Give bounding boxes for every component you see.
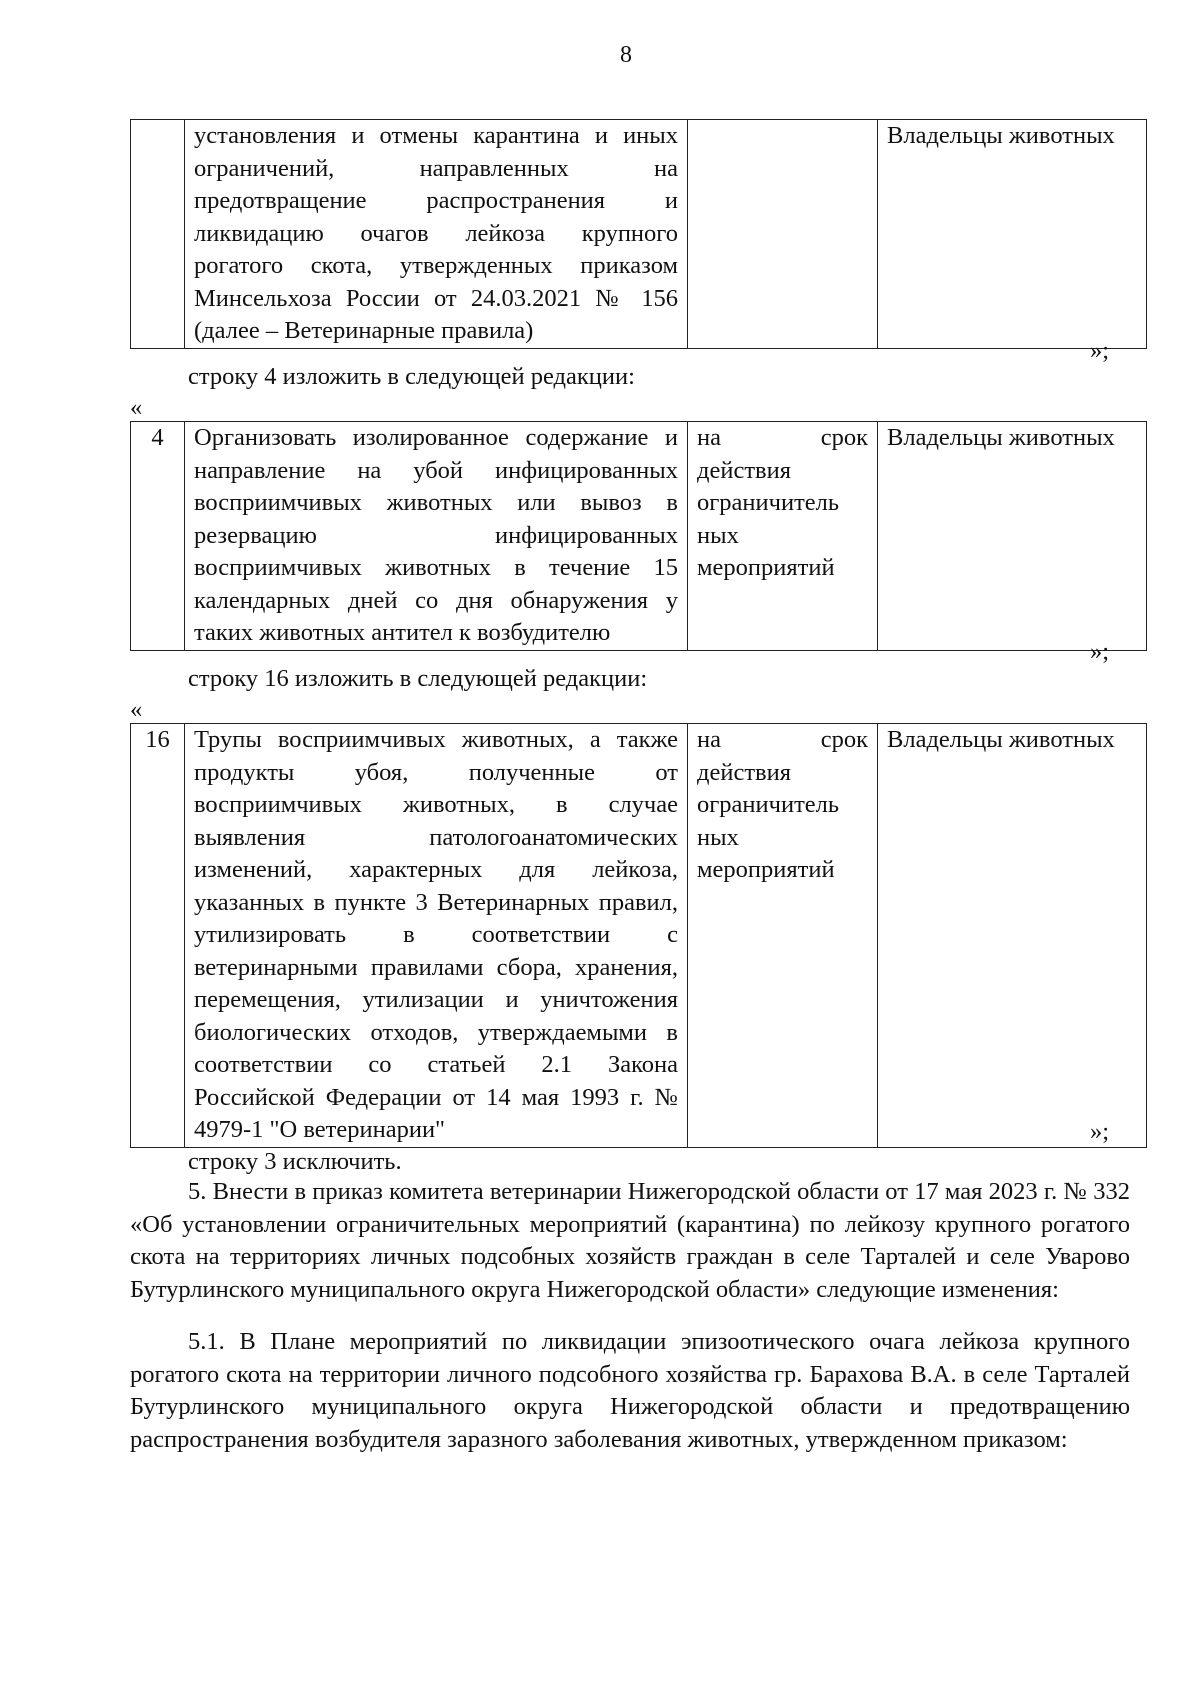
table-row: [131, 724, 1147, 1148]
responsible-cell: Владельцы животных: [878, 120, 1147, 349]
term-cell: на срок действия ограничитель ных мероприятий: [688, 724, 878, 1148]
table-fragment-continuation: [130, 119, 1147, 349]
paragraph-5-1: 5.1. В Плане мероприятий по ликвидации эпизоотического очага лейкоза крупного рогатого скота на территории личного подсобного хозяйства гр. Барахова В.А. в селе Тарталей Бутурлинского муниципального округа Нижегородской области и предотвращению распространения возбудителя заразного заболевания животных, утвержденном приказом:: [130, 1328, 1130, 1453]
table-row: [131, 422, 1147, 651]
opening-quote: «: [130, 696, 143, 723]
closing-quote: »;: [1090, 337, 1110, 364]
measure-cell: Трупы восприимчивых животных, а также продукты убоя, полученные от восприимчивых животных, в случае выявления патологоанатомических изменений, характерных для лейкоза, указанных в пункте 3 Ветеринарных правил, утилизировать в соответствии с ветеринарными правилами сбора, хранения, перемещения, утилизации и уничтожения биологических отходов, утверждаемыми в соответствии со статьей 2.1 Закона Российской Федерации от 14 мая 1993 г. № 4979-1 "О ветеринарии": [185, 724, 688, 1148]
row-number-cell: 16: [131, 724, 185, 1148]
term-cell: [688, 120, 878, 349]
responsible-cell: Владельцы животных: [878, 724, 1147, 1148]
measure-cell: Организовать изолированное содержание и направление на убой инфицированных восприимчивых животных или вывоз в резервацию инфицированных восприимчивых животных в течение 15 календарных дней со дня обнаружения у таких животных антител к возбудителю: [185, 422, 688, 651]
table-row: [131, 120, 1147, 349]
paragraph-5: 5. Внести в приказ комитета ветеринарии Нижегородской области от 17 мая 2023 г. № 332 «Об установлении ограничительных мероприятий (карантина) по лейкозу крупного рогатого скота на территориях личных подсобных хозяйств граждан в селе Тарталей и селе Уварово Бутурлинского муниципального округа Нижегородской области» следующие изменения:: [130, 1178, 1130, 1303]
measure-cell: установления и отмены карантина и иных ограничений, направленных на предотвращение распространения и ликвидацию очагов лейкоза крупного рогатого скота, утвержденных приказом Минсельхоза России от 24.03.2021 № 156 (далее – Ветеринарные правила): [185, 120, 688, 349]
opening-quote: «: [130, 394, 143, 421]
closing-quote: »;: [1090, 638, 1110, 665]
table-row-16: [130, 723, 1147, 1148]
row3-exclude-text: строку 3 исключить.: [188, 1148, 402, 1175]
row4-intro-text: строку 4 изложить в следующей редакции:: [188, 363, 635, 390]
closing-quote: »;: [1090, 1118, 1110, 1145]
term-cell: на срок действия ограничитель ных мероприятий: [688, 422, 878, 651]
responsible-cell: Владельцы животных: [878, 422, 1147, 651]
row-number-cell: [131, 120, 185, 349]
table-row-4: [130, 421, 1147, 651]
row16-intro-text: строку 16 изложить в следующей редакции:: [188, 665, 648, 692]
row-number-cell: 4: [131, 422, 185, 651]
page-number: 8: [620, 42, 632, 68]
